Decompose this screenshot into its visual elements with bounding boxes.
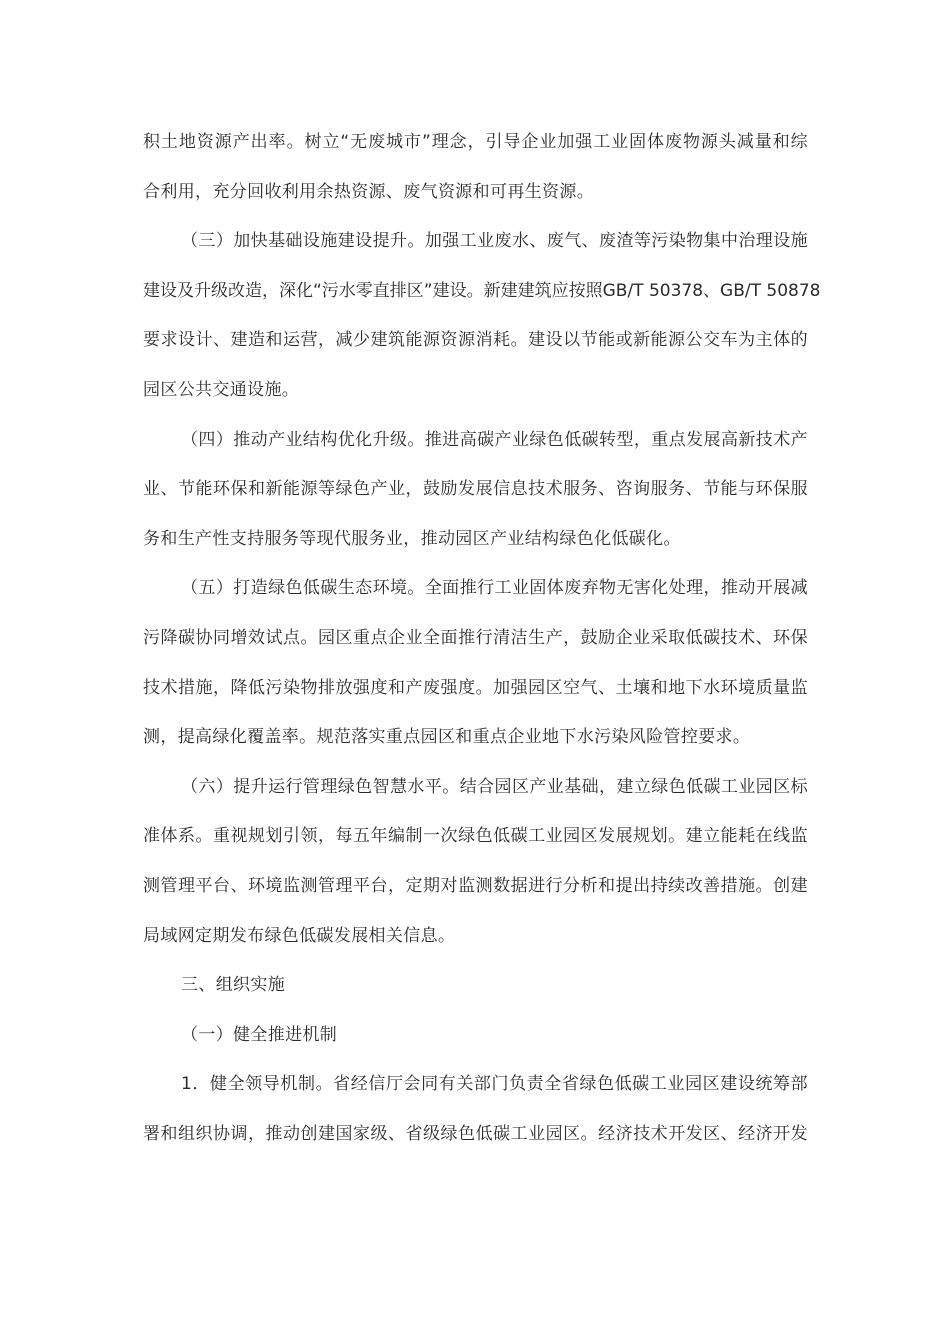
section-heading: 三、组织实施 (181, 975, 286, 996)
text-line: 测，提高绿化覆盖率。规范落实重点园区和重点企业地下水污染风险管控要求。 (143, 727, 751, 748)
text-line: 署和组织协调，推动创建国家级、省级绿色低碳工业园区。经济技术开发区、经济开发 (143, 1123, 808, 1144)
subsection-heading: （一）健全推进机制 (181, 1024, 338, 1045)
document-body (143, 122, 821, 1163)
text-line: 技术措施，降低污染物排放强度和产废强度。加强园区空气、土壤和地下水环境质量监 (143, 677, 808, 698)
text-line: 准体系。重视规划引领，每五年编制一次绿色低碳工业园区发展规划。建立能耗在线监 (143, 826, 808, 847)
text-line: 局域网定期发布绿色低碳发展相关信息。 (143, 925, 456, 946)
text-line: 积土地资源产出率。树立“无废城市”理念，引导企业加强工业固体废物源头减量和综 (143, 132, 808, 152)
text-line: 园区公共交通设施。 (143, 379, 300, 400)
text-line: 建设及升级改造，深化“污水零直排区”建设。新建建筑应按照GB/T 50378、GB/T 50878 (143, 280, 821, 301)
paragraph-heading-line: （六）提升运行管理绿色智慧水平。结合园区产业基础，建立绿色低碳工业园区标 (181, 776, 808, 797)
text-line: 测管理平台、环境监测管理平台，定期对监测数据进行分析和提出持续改善措施。创建 (143, 875, 808, 896)
paragraph-heading-line: （三）加快基础设施建设提升。加强工业废水、废气、废渣等污染物集中治理设施 (181, 231, 808, 252)
text-line: 业、节能环保和新能源等绿色产业，鼓励发展信息技术服务、咨询服务、节能与环保服 (143, 479, 808, 500)
paragraph-heading-line: 1．健全领导机制。省经信厅会同有关部门负责全省绿色低碳工业园区建设统筹部 (181, 1074, 808, 1095)
paragraph-heading-line: （四）推动产业结构优化升级。推进高碳产业绿色低碳转型，重点发展高新技术产 (181, 429, 808, 450)
paragraph-heading-line: （五）打造绿色低碳生态环境。全面推行工业固体废弃物无害化处理，推动开展减 (181, 578, 808, 599)
text-line: 合利用，充分回收利用余热资源、废气资源和可再生资源。 (143, 181, 595, 202)
text-line: 务和生产性支持服务等现代服务业，推动园区产业结构绿色化低碳化。 (143, 528, 681, 549)
text-line: 污降碳协同增效试点。园区重点企业全面推行清洁生产，鼓励企业采取低碳技术、环保 (143, 627, 808, 648)
text-line: 要求设计、建造和运营，减少建筑能源资源消耗。建设以节能或新能源公交车为主体的 (143, 330, 808, 351)
